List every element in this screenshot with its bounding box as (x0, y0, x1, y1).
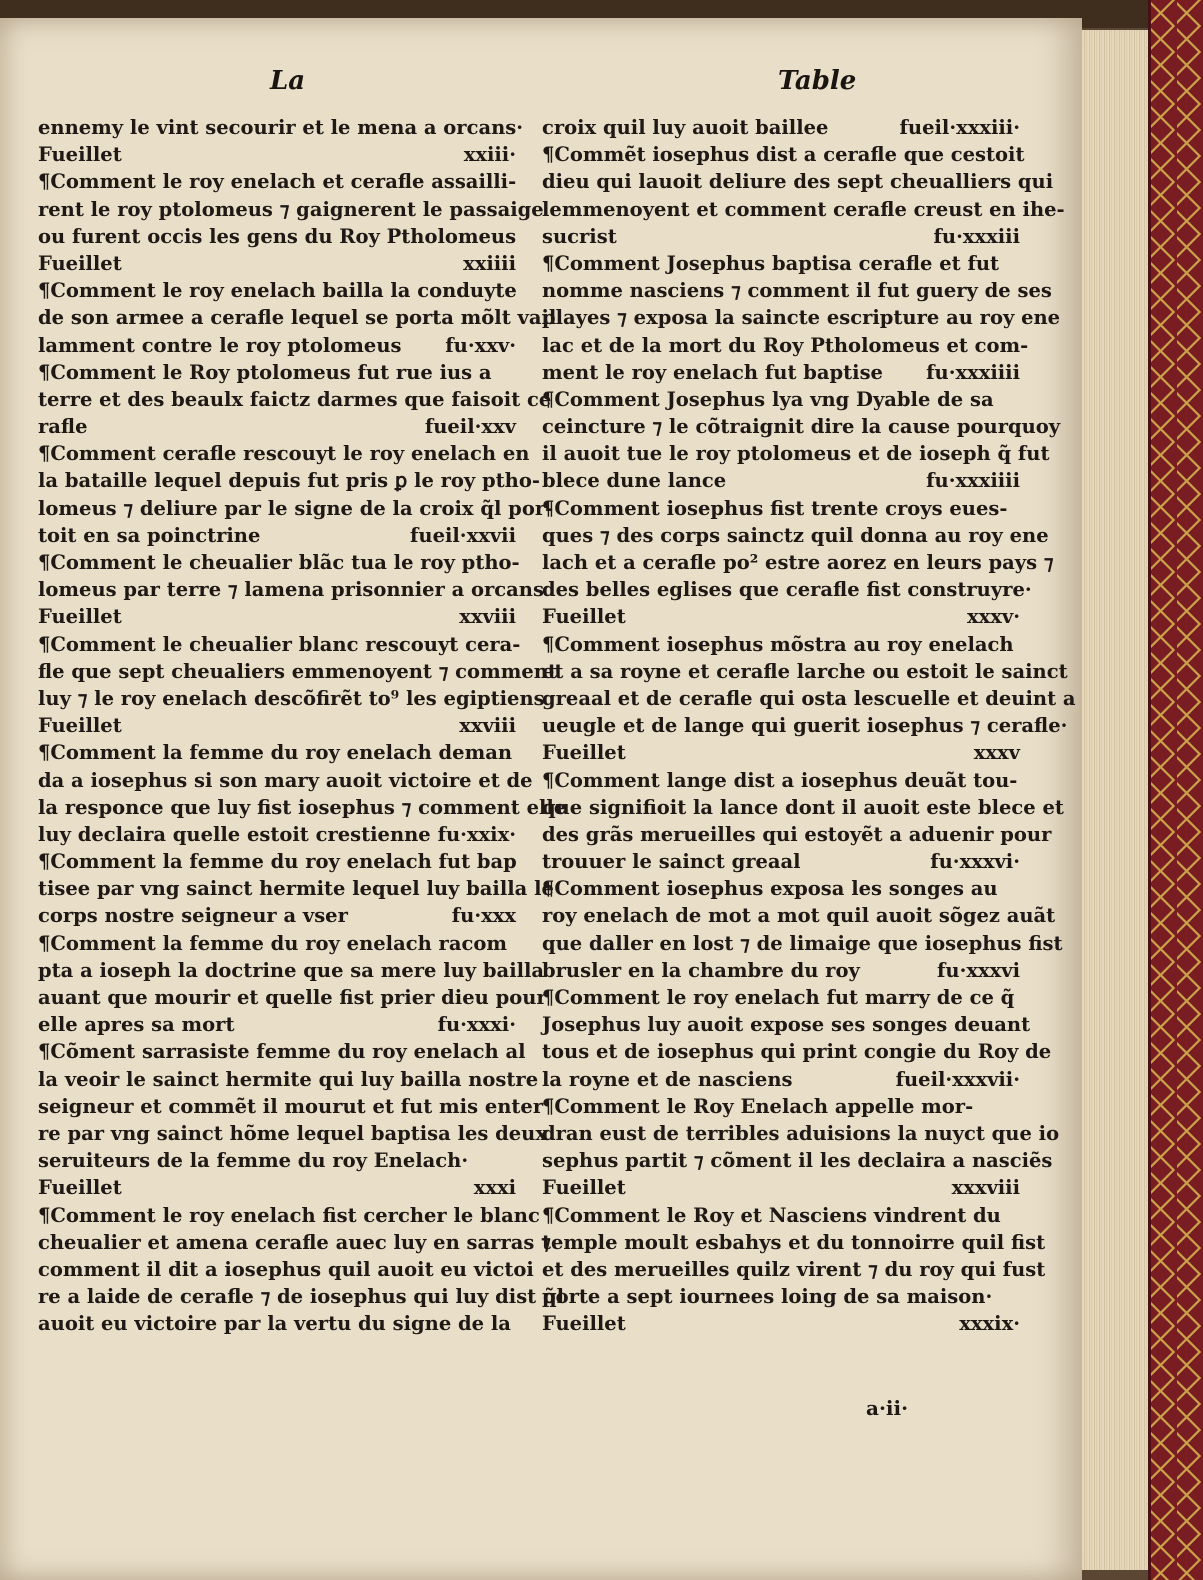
text-line (38, 522, 516, 549)
text-line: porte a sept iournees loing de sa maison· (542, 1285, 993, 1309)
folio-reference: fu·xxxiiii (926, 469, 1020, 493)
text-line: ¶Comment Josephus baptisa cerafle et fut (542, 251, 1000, 275)
text-line (542, 1174, 1020, 1201)
text-line: il auoit tue le roy ptolomeus et de ioseph q̃ fut (542, 442, 1050, 466)
entry-text: luy declaira quelle estoit crestienne (38, 822, 431, 846)
text-line: ¶Comment le cheualier blanc rescouyt cera- (38, 632, 521, 656)
text-line: ¶Comment le Roy Enelach appelle mor- (542, 1094, 974, 1118)
folio-reference: xxxv· (967, 605, 1020, 629)
text-line: ¶Comment le Roy et Nasciens vindrent du (542, 1203, 1001, 1227)
folio-reference: xxxv (973, 741, 1020, 765)
text-line: nomme nasciens ⁊ comment il fut guery de ses (542, 279, 1052, 303)
text-line: temple moult esbahys et du tonnoirre quil fist (542, 1230, 1046, 1254)
text-line: lach et a cerafle po² estre aorez en leurs pays ⁊ (542, 551, 1054, 574)
text-line: greaal et de cerafle qui osta lescuelle et deuint a (542, 686, 1076, 710)
text-line: seruiteurs de la femme du roy Enelach· (38, 1149, 469, 1173)
text-line (542, 957, 1020, 984)
entry-text: Fueillet (38, 1176, 122, 1200)
text-line: la responce que luy fist iosephus ⁊ comment elle (38, 795, 567, 819)
text-line: comment il dit a iosephus quil auoit eu victoi (38, 1257, 534, 1281)
folio-reference: fu·xxv· (445, 333, 516, 357)
folio-reference: xxxviii (951, 1176, 1020, 1200)
text-line: dran eust de terribles aduisions la nuyct que io (542, 1121, 1060, 1145)
text-line: ou furent occis les gens du Roy Ptholomeus (38, 224, 517, 248)
text-line (38, 141, 516, 168)
text-line: ¶Comment la femme du roy enelach racom (38, 931, 507, 955)
text-line: seigneur et commẽt il mourut et fut mis enter (38, 1094, 544, 1118)
folio-reference: fueil·xxxiii· (899, 116, 1020, 139)
text-line (542, 1310, 1020, 1337)
entry-text: Fueillet (542, 1312, 626, 1336)
text-line (38, 603, 516, 630)
text-line: ennemy le vint secourir et le mena a orcans· (38, 116, 524, 139)
book-binding (1148, 0, 1203, 1580)
folio-reference: xxviii (459, 714, 516, 738)
text-line: ueugle et de lange qui guerit iosephus ⁊ cerafle· (542, 714, 1068, 738)
text-line: ¶Comment le Roy ptolomeus fut rue ius a (38, 360, 492, 384)
text-line: cheualier et amena cerafle auec luy en sarras ⁊ (38, 1230, 551, 1254)
text-line: ¶Comment la femme du roy enelach fut bap (38, 850, 517, 874)
text-line (542, 359, 1020, 386)
running-head-left: La (270, 66, 306, 96)
text-line: re par vng sainct hõme lequel baptisa les deux (38, 1121, 547, 1145)
entry-text: blece dune lance (542, 469, 727, 493)
text-line: da a iosephus si son mary auoit victoire et de (38, 768, 533, 792)
text-line: luy ⁊ le roy enelach descõfirẽt to⁹ les egiptiens (38, 686, 545, 710)
text-line (38, 1174, 516, 1201)
text-line: Josephus luy auoit expose ses songes deuant (542, 1013, 1031, 1037)
text-line: pta a ioseph la doctrine que sa mere luy bailla (38, 958, 545, 982)
folio-reference: xxviii (459, 605, 516, 629)
text-line: ¶Comment iosephus fist trente croys eues- (542, 496, 1008, 520)
text-line: playes ⁊ exposa la saincte escripture au roy ene (542, 306, 1061, 330)
text-line (38, 712, 516, 739)
signature-mark: a·ii· (866, 1396, 909, 1420)
text-line: lemmenoyent et comment cerafle creust en ihe- (542, 197, 1065, 221)
text-line: ¶Cõment sarrasiste femme du roy enelach al (38, 1040, 526, 1064)
text-line: ¶Comment le roy enelach bailla la conduyte (38, 279, 517, 303)
entry-text: ment le roy enelach fut baptise (542, 360, 883, 384)
entry-text: Fueillet (38, 605, 122, 629)
entry-text: la royne et de nasciens (542, 1067, 793, 1091)
text-line (542, 739, 1020, 766)
text-line: lac et de la mort du Roy Ptholomeus et com- (542, 333, 1029, 357)
entry-text: croix quil luy auoit baillee (542, 116, 829, 139)
entry-text: toit en sa poinctrine (38, 523, 261, 547)
folio-reference: fueil·xxxvii· (895, 1067, 1020, 1091)
entry-text: Fueillet (38, 251, 122, 275)
text-line: ¶Comment Josephus lya vng Dyable de sa (542, 387, 994, 411)
text-line: ¶Comment lange dist a iosephus deuãt tou- (542, 768, 1018, 792)
text-line (38, 902, 516, 929)
text-line: ¶Commẽt iosephus dist a cerafle que cestoit (542, 143, 1025, 167)
text-line: tisee par vng sainct hermite lequel luy bailla le (38, 877, 554, 901)
folio-reference: fu·xxxvi· (930, 850, 1020, 874)
folio-reference: xxxix· (959, 1312, 1020, 1336)
text-line: ¶Comment le cheualier blãc tua le roy ptho- (38, 551, 520, 574)
text-line (542, 1066, 1020, 1093)
entry-text: rafle (38, 415, 88, 439)
entry-text: elle apres sa mort (38, 1013, 235, 1037)
text-line: lomeus par terre ⁊ lamena prisonnier a orcans (38, 578, 544, 602)
text-line: que daller en lost ⁊ de limaige que iosephus fist (542, 931, 1063, 955)
text-line: ques ⁊ des corps sainctz quil donna au roy ene (542, 523, 1049, 547)
text-line: ceincture ⁊ le cõtraignit dire la cause pourquoy (542, 415, 1061, 439)
text-line: la bataille lequel depuis fut pris ꝑ le roy ptho- (38, 469, 540, 493)
text-line (542, 603, 1020, 630)
entry-text: lamment contre le roy ptolomeus (38, 333, 402, 357)
text-line: re a laide de cerafle ⁊ de iosephus qui luy dist q̃l (38, 1285, 565, 1309)
text-line (542, 848, 1020, 875)
entry-text: trouuer le sainct greaal (542, 850, 801, 874)
folio-reference: fu·xxxiii (933, 224, 1020, 248)
text-line: ¶Comment iosephus exposa les songes au (542, 877, 998, 901)
folio-reference: fu·xxix· (437, 822, 516, 846)
entry-text: Fueillet (542, 605, 626, 629)
entry-text: Fueillet (542, 741, 626, 765)
text-line: tous et de iosephus qui print congie du Roy de (542, 1040, 1052, 1064)
entry-text: brusler en la chambre du roy (542, 958, 860, 982)
text-line: ¶Comment le roy enelach et cerafle assailli- (38, 170, 517, 194)
text-line: ¶Comment la femme du roy enelach deman (38, 741, 513, 765)
folio-reference: fueil·xxv (424, 415, 516, 439)
entry-text: Fueillet (38, 143, 122, 167)
folio-reference: fu·xxxi· (437, 1013, 516, 1037)
text-line: de son armee a cerafle lequel se porta mõlt vail (38, 306, 557, 330)
text-line (542, 114, 1020, 141)
text-line (38, 1011, 516, 1038)
text-line: rent le roy ptolomeus ⁊ gaignerent le passaige (38, 197, 544, 221)
folio-reference: xxxi (473, 1176, 516, 1200)
text-line: des grãs merueilles qui estoyẽt a aduenir pour (542, 822, 1052, 846)
text-line: des belles eglises que cerafle fist construyre· (542, 578, 1032, 602)
folio-reference: xxiiii (463, 251, 516, 275)
text-line: roy enelach de mot a mot quil auoit sõgez auãt (542, 904, 1056, 928)
folio-reference: fueil·xxvii (410, 523, 516, 547)
text-line: et a sa royne et cerafle larche ou estoit le sainct (542, 659, 1068, 683)
text-line (542, 223, 1020, 250)
text-line: lomeus ⁊ deliure par le signe de la croix q̃l por- (38, 496, 554, 520)
text-line: la veoir le sainct hermite qui luy bailla nostre (38, 1067, 539, 1091)
entry-text: sucrist (542, 224, 617, 248)
text-column-right (542, 114, 1076, 1337)
book-page-edges (1080, 30, 1156, 1570)
folio-reference: xxiii· (463, 143, 516, 167)
running-head-right: Table (778, 66, 857, 96)
folio-reference: fu·xxxvi (937, 958, 1020, 982)
text-line: ¶Comment iosephus mõstra au roy enelach (542, 632, 1014, 656)
text-line (38, 821, 516, 848)
text-column-left (38, 114, 567, 1337)
text-line (38, 413, 516, 440)
text-line: fle que sept cheualiers emmenoyent ⁊ comment (38, 659, 557, 683)
entry-text: Fueillet (542, 1176, 626, 1200)
text-line: terre et des beaulx faictz darmes que faisoit ce (38, 387, 552, 411)
text-line (38, 332, 516, 359)
text-line: auant que mourir et quelle fist prier dieu pour (38, 986, 547, 1009)
text-line: ¶Comment cerafle rescouyt le roy enelach en (38, 442, 530, 466)
text-line: et des merueilles quilz virent ⁊ du roy qui fust (542, 1257, 1046, 1281)
text-line: ¶Comment le roy enelach fut marry de ce q̃ (542, 986, 1015, 1009)
text-line: que signifioit la lance dont il auoit este blece et (542, 795, 1064, 819)
text-line (542, 467, 1020, 494)
text-line: sephus partit ⁊ cõment il les declaira a nasciẽs (542, 1149, 1053, 1173)
folio-reference: fu·xxxiiii (926, 360, 1020, 384)
text-line (38, 250, 516, 277)
entry-text: Fueillet (38, 714, 122, 738)
entry-text: corps nostre seigneur a vser (38, 904, 348, 928)
text-line: dieu qui lauoit deliure des sept cheualliers qui (542, 170, 1054, 194)
book-page (0, 18, 1082, 1580)
folio-reference: fu·xxx (451, 904, 516, 928)
text-line: ¶Comment le roy enelach fist cercher le blanc (38, 1203, 540, 1227)
text-line: auoit eu victoire par la vertu du signe de la (38, 1312, 511, 1336)
